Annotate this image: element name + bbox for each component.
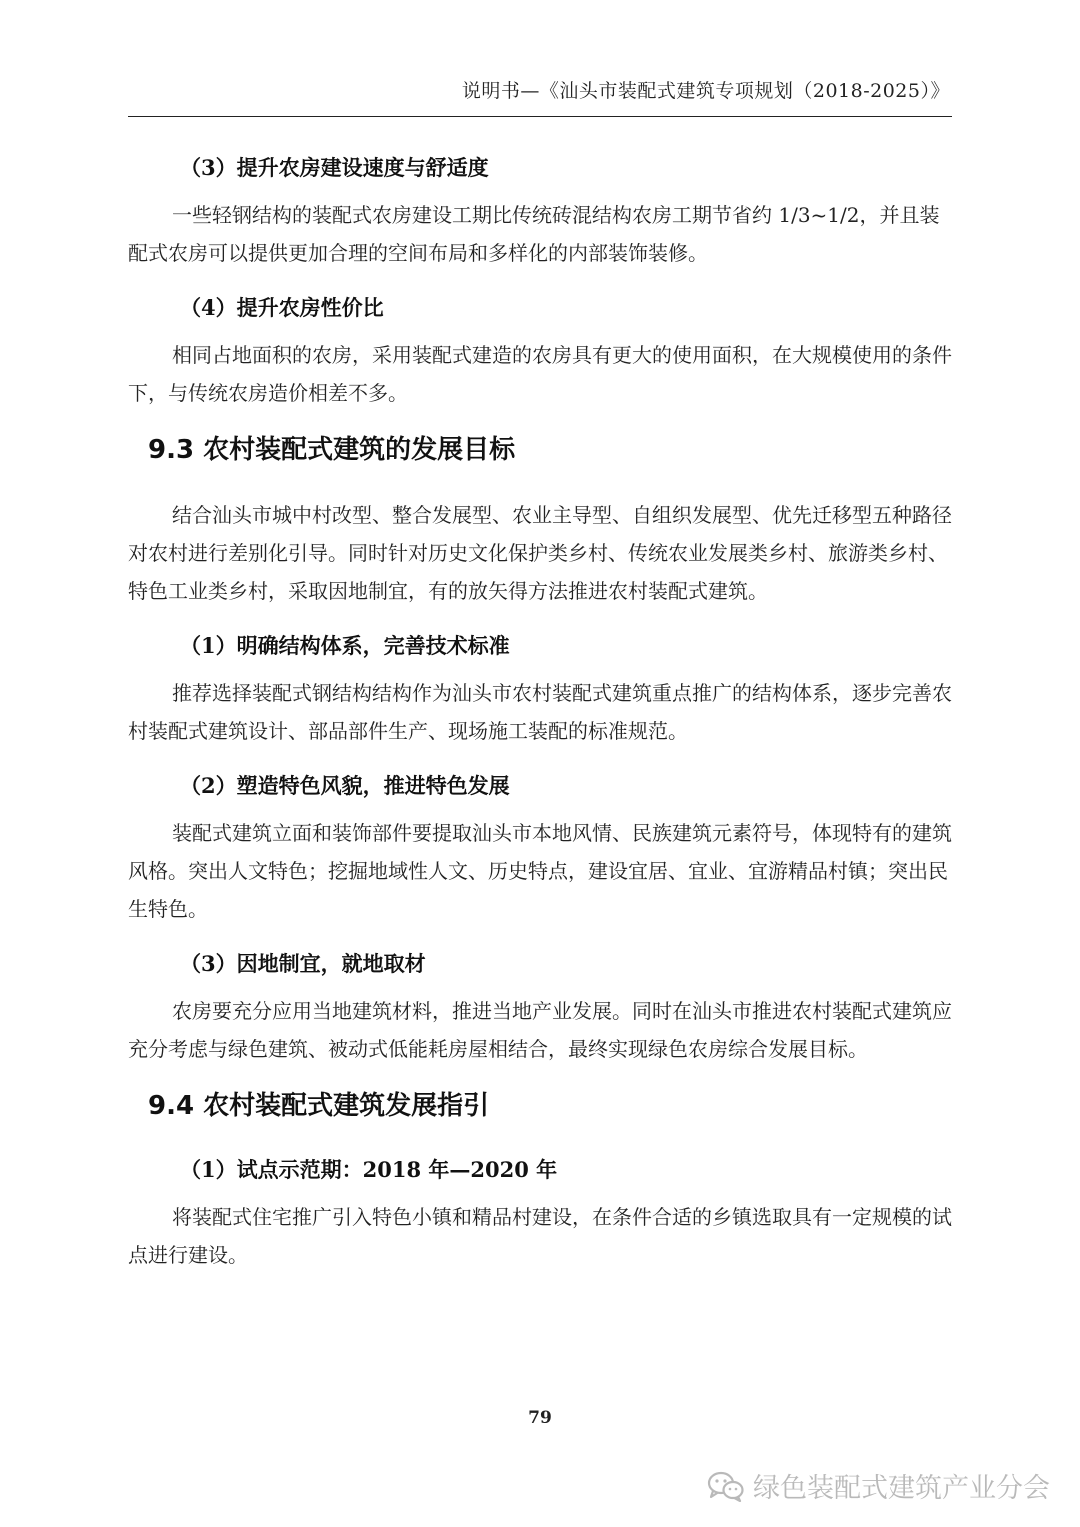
section-heading: 9.4 农村装配式建筑发展指引 [148,1091,490,1121]
watermark-text: 绿色装配式建筑产业分会 [753,1473,1050,1504]
page-number: 79 [528,1408,552,1428]
header-rule [128,116,952,117]
paragraph: 推荐选择装配式钢结构结构作为汕头市农村装配式建筑重点推广的结构体系，逐步完善农村装配式建筑设计、部品部件生产、现场施工装配的标准规范。 [128,681,952,743]
document-header: 说明书—《汕头市装配式建筑专项规划（2018-2025）》 [461,80,950,102]
subsection-title: （3）因地制宜，就地取材 [180,951,426,976]
wechat-icon [707,1470,745,1502]
paragraph: 装配式建筑立面和装饰部件要提取汕头市本地风情、民族建筑元素符号，体现特有的建筑风格。突出人文特色；挖掘地域性人文、历史特点，建设宜居、宜业、宜游精品村镇；突出民生特色。 [128,821,952,921]
subsection-title: （2）塑造特色风貌，推进特色发展 [180,773,510,798]
paragraph: 农房要充分应用当地建筑材料，推进当地产业发展。同时在汕头市推进农村装配式建筑应充分考虑与绿色建筑、被动式低能耗房屋相结合，最终实现绿色农房综合发展目标。 [128,999,952,1061]
paragraph: 相同占地面积的农房，采用装配式建造的农房具有更大的使用面积，在大规模使用的条件下，与传统农房造价相差不多。 [128,343,952,405]
paragraph: 结合汕头市城中村改型、整合发展型、农业主导型、自组织发展型、优先迁移型五种路径对农村进行差别化引导。同时针对历史文化保护类乡村、传统农业发展类乡村、旅游类乡村、特色工业类乡村，采取因地制宜，有的放矢得方法推进农村装配式建筑。 [128,503,952,603]
paragraph: 将装配式住宅推广引入特色小镇和精品村建设，在条件合适的乡镇选取具有一定规模的试点进行建设。 [128,1205,952,1267]
subsection-title: （1）试点示范期：2018 年—2020 年 [180,1157,558,1182]
subsection-title: （4）提升农房性价比 [180,295,384,320]
subsection-title: （1）明确结构体系，完善技术标准 [180,633,510,658]
subsection-title: （3）提升农房建设速度与舒适度 [180,155,489,180]
paragraph: 一些轻钢结构的装配式农房建设工期比传统砖混结构农房工期节省约 1/3~1/2，并且装配式农房可以提供更加合理的空间布局和多样化的内部装饰装修。 [128,203,940,265]
page-content [128,150,952,1274]
section-heading: 9.3 农村装配式建筑的发展目标 [148,435,516,465]
watermark [707,1466,1050,1505]
